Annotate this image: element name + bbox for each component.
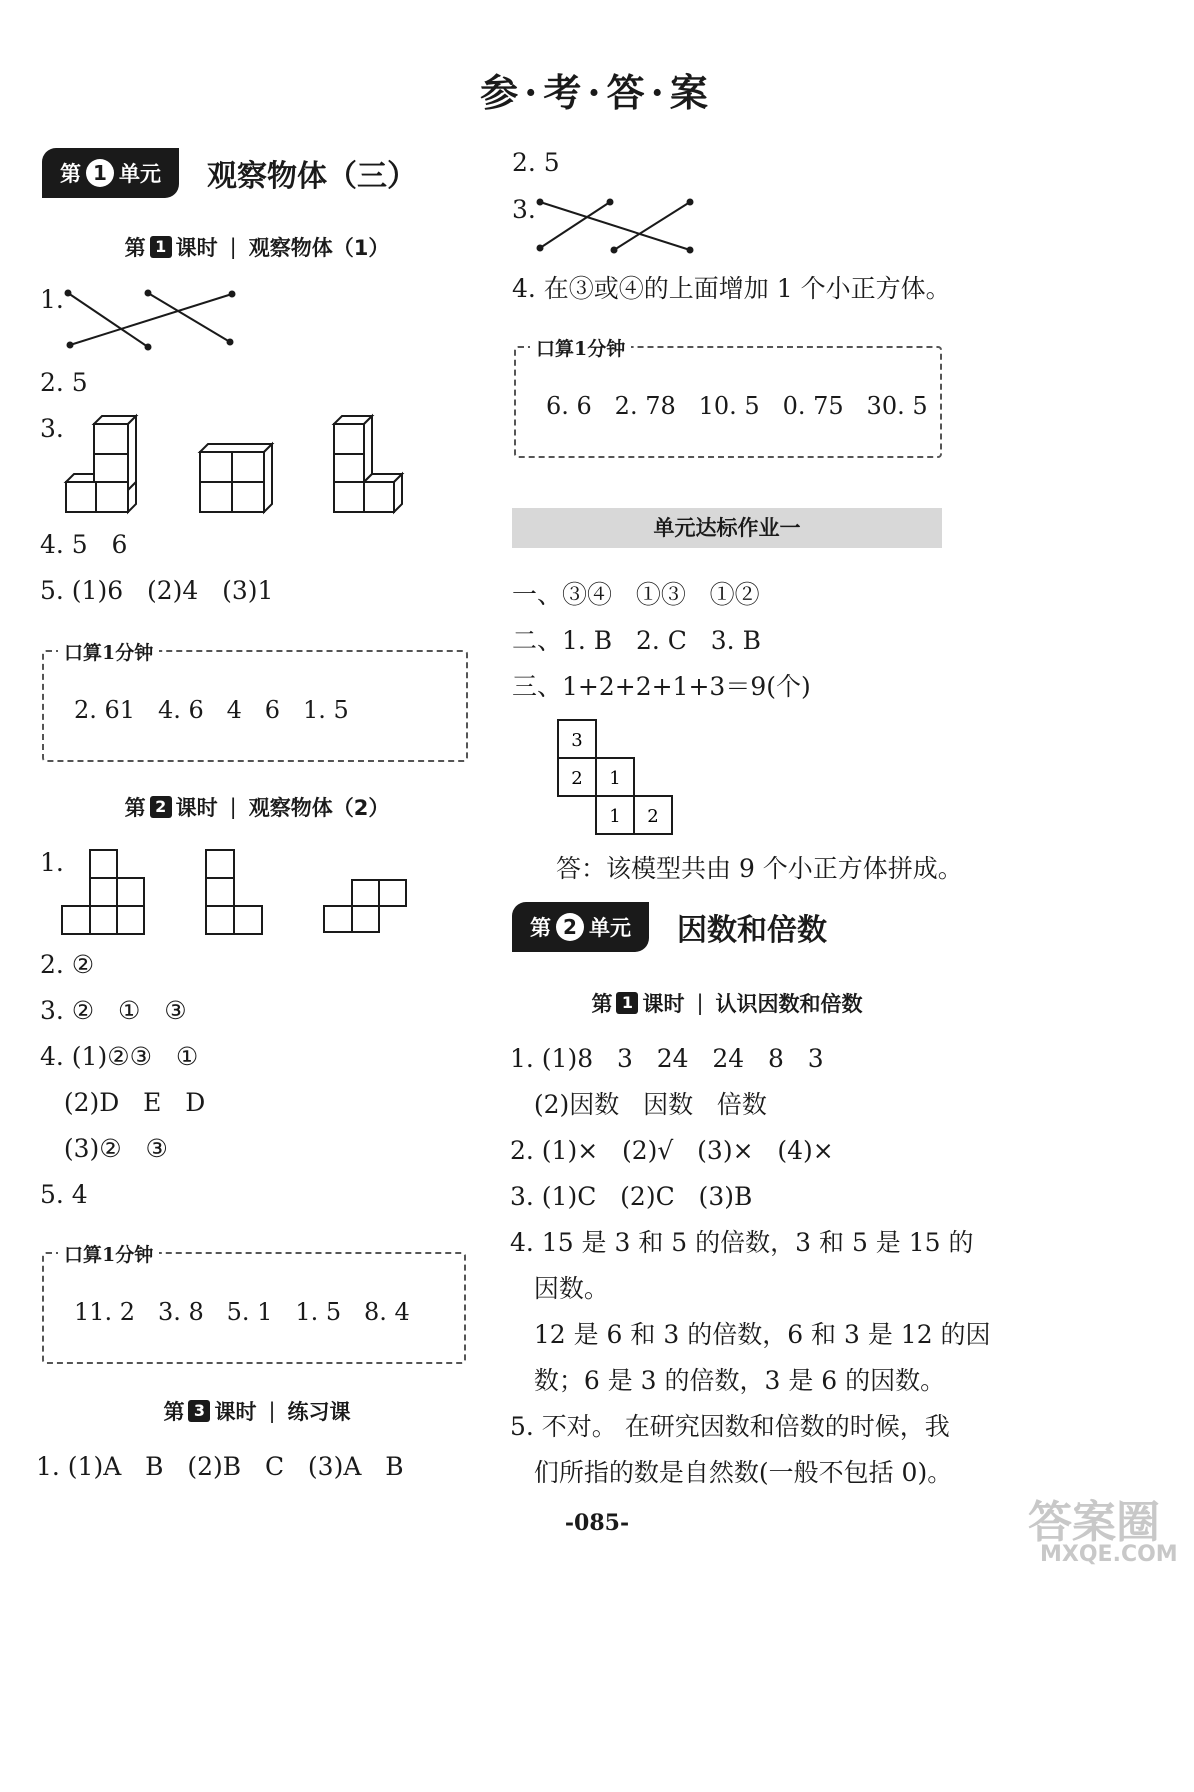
answer-r-q2: 2. 5 — [512, 148, 560, 177]
unit-2-badge — [512, 902, 649, 952]
unit-prefix: 第 — [530, 916, 551, 940]
answer-l2-q4b: (2)D E D — [40, 1088, 206, 1117]
mental-math-label: 口算1分钟 — [58, 1240, 159, 1267]
answer-f-q1b: (2)因数 因数 倍数 — [510, 1090, 767, 1119]
answer-r-q4: 4. 在③或④的上面增加 1 个小正方体。 — [512, 274, 951, 303]
answer-l1-q1: 1. — [40, 285, 64, 314]
answer-f-q4b: 因数。 — [510, 1274, 609, 1303]
answer-l2-q3: 3. ② ① ③ — [40, 996, 187, 1025]
answer-f-q5b: 们所指的数是自然数(一般不包括 0)。 — [510, 1458, 953, 1487]
unit-suffix: 单元 — [589, 916, 631, 940]
grid-count-cell: 1 — [609, 768, 621, 789]
cube-count-grid — [558, 720, 674, 836]
answer-f-q5a: 5. 不对。 在研究因数和倍数的时候，我 — [510, 1412, 950, 1441]
mental-math-box-3 — [514, 338, 942, 458]
lesson-1-header — [42, 232, 472, 262]
matching-lines-figure-2 — [536, 196, 706, 256]
lesson-number: 2 — [150, 796, 172, 818]
cube-views-figure — [62, 416, 422, 516]
page-number: -085- — [564, 1510, 630, 1536]
unit-number: 2 — [556, 913, 584, 941]
unit-test-banner: 单元达标作业一 — [512, 508, 942, 548]
lesson-number: 1 — [616, 992, 638, 1014]
answer-f-q3: 3. (1)C (2)C (3)B — [510, 1182, 753, 1211]
answer-l2-q1: 1. — [40, 848, 64, 877]
answer-l1-q2: 2. 5 — [40, 368, 88, 397]
answer-l3-q1: 1. (1)A B (2)B C (3)A B — [36, 1452, 404, 1481]
grid-count-cell: 2 — [571, 768, 583, 789]
answer-l1-q5: 5. (1)6 (2)4 (3)1 — [40, 576, 274, 605]
lesson-suffix: 课时 — [175, 796, 218, 820]
lesson-separator: | — [229, 235, 237, 259]
lesson-prefix: 第 — [124, 796, 146, 820]
lesson-4-header — [512, 988, 942, 1018]
answer-l2-q4c: (3)② ③ — [40, 1134, 168, 1163]
lesson-number: 1 — [150, 236, 172, 258]
answer-f-q2: 2. (1)× (2)√ (3)× (4)× — [510, 1136, 834, 1165]
mental-math-values: 11. 2 3. 8 5. 1 1. 5 8. 4 — [74, 1298, 410, 1326]
lesson-3-header — [42, 1396, 472, 1426]
watermark-url: MXQE.COM — [1040, 1542, 1178, 1567]
lesson-separator: | — [268, 1399, 276, 1423]
matching-lines-figure-1 — [60, 290, 250, 350]
answer-l2-q5: 5. 4 — [40, 1180, 88, 1209]
lesson-title: 练习课 — [287, 1400, 351, 1424]
lesson-separator: | — [696, 991, 704, 1015]
answer-u1-part1: 一、③④ ①③ ①② — [512, 580, 760, 609]
answer-u1-part3: 三、1+2+2+1+3＝9(个) — [512, 672, 811, 701]
grid-count-cell: 3 — [571, 730, 583, 751]
lesson-suffix: 课时 — [214, 1400, 257, 1424]
mental-math-values: 2. 61 4. 6 4 6 1. 5 — [74, 696, 349, 724]
grid-count-cell: 1 — [609, 806, 621, 827]
answer-f-q4d: 数；6 是 3 的倍数，3 是 6 的因数。 — [510, 1366, 946, 1395]
answer-f-q4a: 4. 15 是 3 和 5 的倍数，3 和 5 是 15 的 — [510, 1228, 974, 1257]
lesson-suffix: 课时 — [642, 992, 685, 1016]
page-title: 参·考·答·案 — [480, 70, 714, 115]
lesson-title: 观察物体（1） — [248, 236, 390, 260]
unit-1-title: 观察物体（三） — [207, 159, 417, 194]
answer-f-q1a: 1. (1)8 3 24 24 8 3 — [510, 1044, 824, 1073]
answer-r-q3: 3. — [512, 195, 536, 224]
answer-l1-q3: 3. — [40, 414, 64, 443]
answer-f-q4c: 12 是 6 和 3 的倍数，6 和 3 是 12 的因 — [510, 1320, 991, 1349]
unit-2-title: 因数和倍数 — [677, 913, 827, 948]
lesson-2-header — [42, 792, 472, 822]
watermark-logo: 答案圈 — [1028, 1497, 1160, 1548]
answer-u1-part2: 二、1. B 2. C 3. B — [512, 626, 761, 655]
mental-math-box-2 — [42, 1244, 466, 1364]
answer-l1-q4: 4. 5 6 — [40, 530, 128, 559]
lesson-title: 观察物体（2） — [248, 796, 390, 820]
unit-1-badge — [42, 148, 179, 198]
mental-math-values: 6. 6 2. 78 10. 5 0. 75 30. 5 — [546, 392, 928, 420]
lesson-title: 认识因数和倍数 — [715, 992, 863, 1016]
lesson-prefix: 第 — [591, 992, 613, 1016]
answer-l2-q4a: 4. (1)②③ ① — [40, 1042, 199, 1071]
mental-math-label: 口算1分钟 — [58, 638, 159, 665]
mental-math-box-1 — [42, 642, 468, 762]
unit-number: 1 — [86, 159, 114, 187]
unit-1-header — [42, 148, 417, 198]
unit-2-header — [512, 902, 827, 952]
mental-math-label: 口算1分钟 — [530, 334, 631, 361]
answer-l2-q2: 2. ② — [40, 950, 95, 979]
square-views-figure — [62, 850, 412, 936]
lesson-suffix: 课时 — [175, 236, 218, 260]
unit-suffix: 单元 — [119, 162, 161, 186]
lesson-prefix: 第 — [124, 236, 146, 260]
grid-count-cell: 2 — [647, 806, 659, 827]
lesson-number: 3 — [188, 1400, 210, 1422]
unit-prefix: 第 — [60, 162, 81, 186]
lesson-prefix: 第 — [163, 1400, 185, 1424]
lesson-separator: | — [229, 795, 237, 819]
answer-u1-conclusion: 答：该模型共由 9 个小正方体拼成。 — [556, 854, 963, 883]
